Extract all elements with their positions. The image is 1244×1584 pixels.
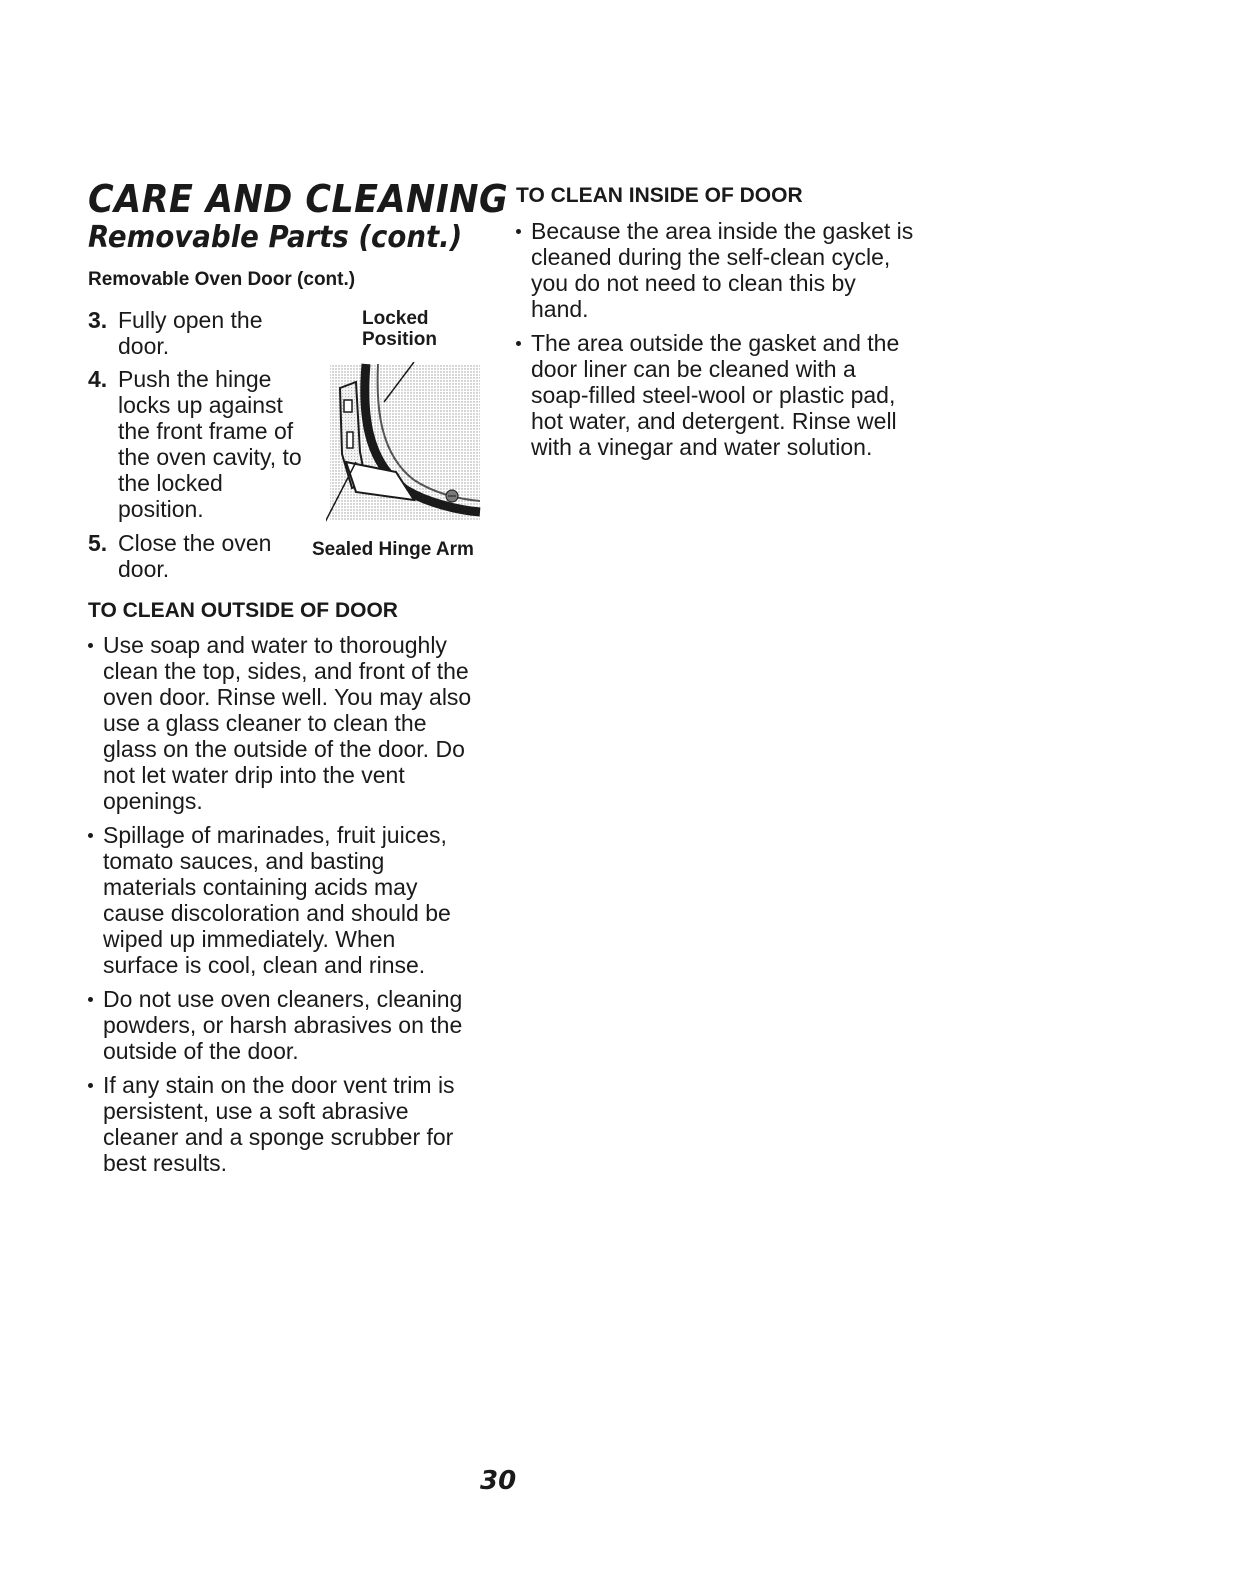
step-text: Fully open the door. [118,307,263,359]
hinge-lock-illustration [326,362,481,522]
bullet-icon [516,229,521,234]
bullet-icon [88,1083,93,1088]
heading-clean-inside-door: TO CLEAN INSIDE OF DOOR [516,184,803,207]
page-number: 30 [480,1466,517,1496]
bullet-text: If any stain on the door vent trim is persistent, use a soft abrasive cleaner and a sponge scrubber for best results. [103,1072,455,1176]
bullet-icon [88,833,93,838]
bullet-icon [516,341,521,346]
step-4 [88,366,308,522]
page-subtitle: Removable Parts (cont.) [88,220,463,255]
figure-label-locked-position: Locked Position [362,308,437,350]
bullet-text: Do not use oven cleaners, cleaning powders, or harsh abrasives on the outside of the door. [103,986,463,1064]
list-item [88,986,473,1064]
bullet-text: The area outside the gasket and the door liner can be cleaned with a soap-filled steel-wool or plastic pad, hot water, and detergent. Rinse well with a vinegar and water solution. [531,330,900,460]
step-3 [88,307,298,359]
bullet-icon [88,643,93,648]
heading-clean-outside-door: TO CLEAN OUTSIDE OF DOOR [88,599,398,622]
list-item [516,218,916,322]
step-number: 4. [88,366,108,392]
bullet-icon [88,997,93,1002]
outside-bullet-list [88,632,473,1184]
step-text: Close the oven door. [118,530,272,582]
list-item [516,330,916,460]
step-number: 5. [88,530,108,556]
step-number: 3. [88,307,108,333]
figure-label-sealed-hinge-arm: Sealed Hinge Arm [312,539,474,560]
list-item [88,632,473,814]
inside-bullet-list [516,218,916,468]
step-text: Push the hinge locks up against the front frame of the oven cavity, to the locked position. [118,366,302,522]
bullet-text: Because the area inside the gasket is cleaned during the self-clean cycle, you do not need to clean this by hand. [531,218,914,322]
page-title: CARE AND CLEANING [88,177,509,221]
subsection-title: Removable Oven Door (cont.) [88,269,356,290]
step-5 [88,530,298,582]
list-item [88,1072,473,1176]
bullet-text: Use soap and water to thoroughly clean the top, sides, and front of the oven door. Rinse well. You may also use a glass cleaner to clean the glass on the outside of the door. Do not let water drip into the vent openings. [103,632,472,814]
list-item [88,822,473,978]
bullet-text: Spillage of marinades, fruit juices, tomato sauces, and basting materials containing acids may cause discoloration and should be wiped up immediately. When surface is cool, clean and rinse. [103,822,451,978]
